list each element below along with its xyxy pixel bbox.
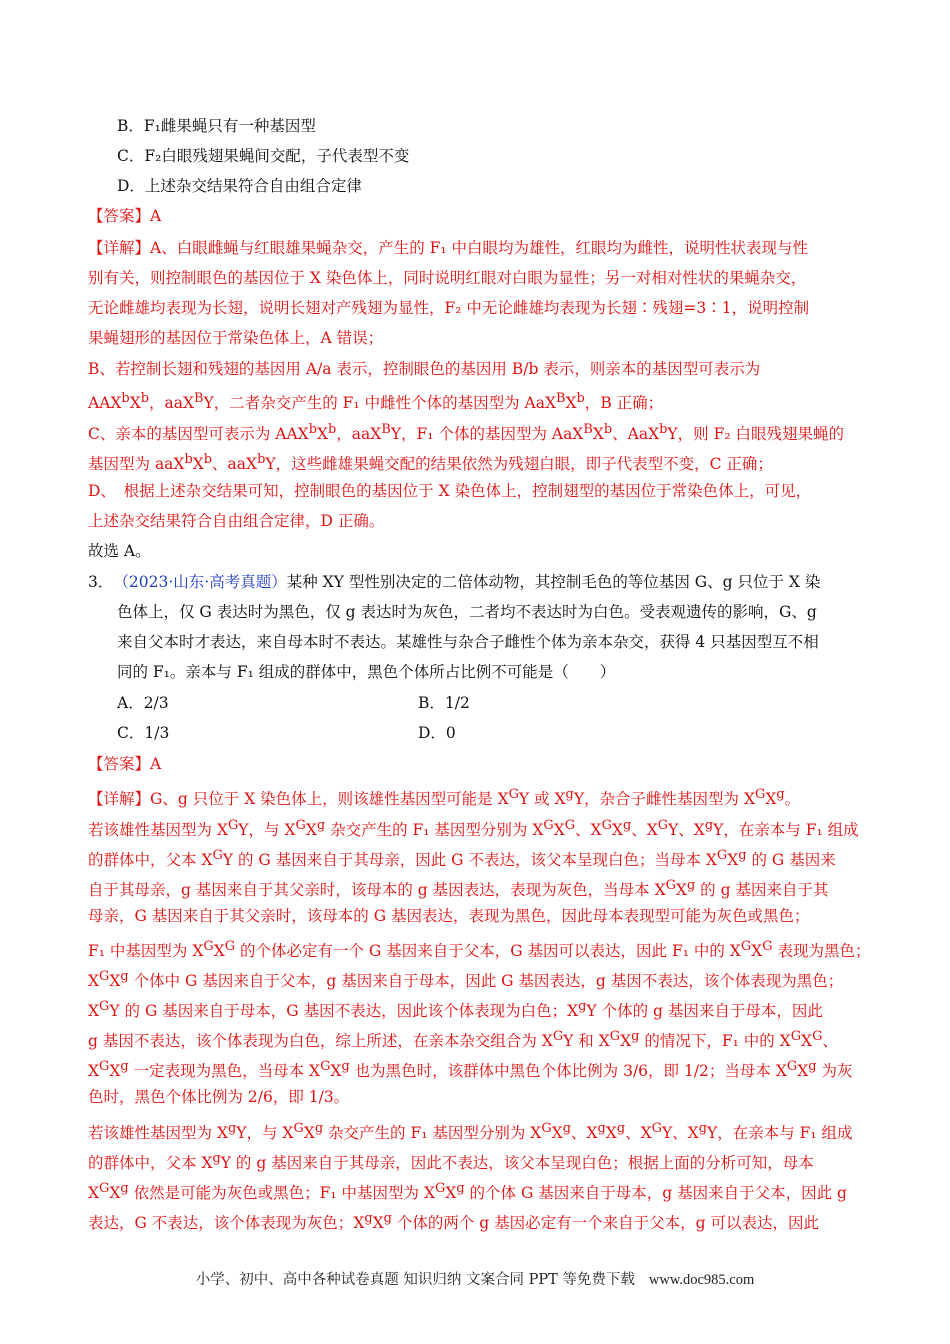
question-stem-line: 来自父本时才表达，来自母本时不表达。某雄性与杂合子雌性个体为亲本杂交，获得 4 只基因型互不相 — [117, 633, 819, 651]
explain-line: 若该雄性基因型为 $X^gY$，与 $X^GX^g$ 杂交产生的 F₁ 基因型分别为 $X^GX^g$、$X^gX^g$、$X^GY$、$X^gY$，在亲本与 F₁ 组成 — [88, 1121, 853, 1143]
explain-line: $X^GY$ 的 G 基因来自于母本，G 基因不表达，因此该个体表现为白色；$X^gY$ 个体的 g 基因来自于母本，因此 — [88, 999, 823, 1021]
answer-prev: 【答案】A — [88, 207, 162, 225]
explain-line: 色时，黑色个体比例为 2/6，即 1/3。 — [88, 1088, 350, 1106]
explain-line: 的群体中，父本 $X^gY$ 的 g 基因来自于其母亲，因此不表达，该父本呈现白色；根据上面的分析可知，母本 — [88, 1151, 814, 1173]
option-b-prev: B．F₁雌果蝇只有一种基因型 — [117, 117, 316, 135]
explain-line: $X^GX^g$ 一定表现为黑色，当母本 $X^GX^g$ 也为黑色时，该群体中黑色个体比例为 3/6，即 1/2；当母本 $X^GX^g$ 为灰 — [88, 1059, 853, 1081]
option-c: C．1/3 — [117, 724, 170, 742]
explain-line: 若该雄性基因型为 $X^GY$，与 $X^GX^g$ 杂交产生的 F₁ 基因型分别为 $X^GX^G$、$X^GX^g$、$X^GY$、$X^gY$，在亲本与 F₁ 组成 — [88, 818, 859, 840]
footer-url[interactable]: www.doc985.com — [648, 1272, 755, 1288]
explain-line: F₁ 中基因型为 $X^GX^G$ 的个体必定有一个 G 基因来自于父本，G 基因可以表达，因此 F₁ 中的 $X^GX^G$ 表现为黑色； — [88, 939, 871, 961]
genotype-line: 基因型为 $aaX^bX^b$、aaX$^b$Y，这些雌雄果蝇交配的结果依然为残翅白眼，即子代表型不变，C 正确； — [88, 452, 773, 474]
explain-line: 无论雌雄均表现为长翅，说明长翅对产残翅为显性，F₂ 中无论雌雄均表现为长翅∶残翅=3∶1，说明控制 — [88, 299, 810, 317]
explain-line: 上述杂交结果符合自由组合定律，D 正确。 — [88, 512, 385, 530]
option-a: A．2/3 — [117, 694, 169, 712]
question-3-stem: 3． （2023·山东·高考真题）某种 XY 型性别决定的二倍体动物，其控制毛色的等位基因 G、g 只位于 X 染 — [88, 573, 821, 591]
explain-line: D、 根据上述杂交结果可知，控制眼色的基因位于 X 染色体上，控制翅型的基因位于常染色体上，可见， — [88, 482, 812, 500]
explain-line: 果蝇翅形的基因位于常染色体上，A 错误； — [88, 329, 384, 347]
explain-line: 自于其母亲，g 基因来自于其父亲时，该母本的 g 基因表达，表现为灰色，当母本 $X^GX^g$ 的 g 基因来自于其 — [88, 878, 829, 900]
explain-line: 的群体中，父本 $X^GY$ 的 G 基因来自于其母亲，因此 G 不表达，该父本呈现白色；当母本 $X^GX^g$ 的 G 基因来 — [88, 848, 836, 870]
option-d-prev: D．上述杂交结果符合自由组合定律 — [117, 177, 362, 195]
explain-line: 【详解】A、白眼雌蝇与红眼雄果蝇杂交，产生的 F₁ 中白眼均为雄性，红眼均为雌性，说明性状表现与性 — [88, 239, 809, 257]
conclusion: 故选 A。 — [88, 542, 151, 560]
genotype-line: C、亲本的基因型可表示为 $AAX^bX^b$，aaX$^B$Y，F₁ 个体的基因型为 $AaX^BX^b$、AaX$^b$Y，则 F₂ 白眼残翅果蝇的 — [88, 422, 844, 444]
question-stem-line: 色体上，仅 G 表达时为黑色，仅 g 表达时为灰色，二者均不表达时为白色。受表观遗传的影响，G、g — [117, 603, 817, 621]
explain-line: $X^GX^g$ 依然是可能为灰色或黑色；F₁ 中基因型为 $X^GX^g$ 的个体 G 基因来自于母本，g 基因来自于父本，因此 g — [88, 1181, 847, 1203]
answer: 【答案】A — [88, 755, 162, 773]
explain-line: g 基因不表达，该个体表现为白色，综上所述，在亲本杂交组合为 $X^GY$ 和 $X^GX^g$ 的情况下，F₁ 中的 $X^GX^G$、 — [88, 1029, 838, 1051]
explain-line: 【详解】G、g 只位于 X 染色体上，则该雄性基因型可能是 $X^GY$ 或 $X^gY$，杂合子雌性基因型为 $X^GX^g$。 — [88, 787, 801, 809]
option-c-prev: C．F₂白眼残翅果蝇间交配，子代表型不变 — [117, 147, 410, 165]
explain-line: 别有关，则控制眼色的基因位于 X 染色体上，同时说明红眼对白眼为显性；另一对相对性状的果蝇杂交， — [88, 269, 807, 287]
genotype-line: $AAX^bX^b$，aaX$^B$Y，二者杂交产生的 F₁ 中雌性个体的基因型为 $AaX^BX^b$，B 正确； — [88, 391, 664, 413]
explain-line: $X^GX^g$ 个体中 G 基因来自于父本，g 基因来自于母本，因此 G 基因表达，g 基因不表达，该个体表现为黑色； — [88, 969, 844, 991]
option-b: B．1/2 — [418, 694, 470, 712]
explain-line: B、若控制长翅和残翅的基因用 A/a 表示，控制眼色的基因用 B/b 表示，则亲本的基因型可表示为 — [88, 360, 761, 378]
page-footer — [0, 1268, 950, 1289]
option-d: D．0 — [418, 724, 456, 742]
explain-line: 母亲，G 基因来自于其父亲时，该母本的 G 基因表达，表现为黑色，因此母本表现型可能为灰色或黑色； — [88, 907, 810, 925]
explain-line: 表达，G 不表达，该个体表现为灰色；$X^gX^g$ 个体的两个 g 基因必定有一个来自于父本，g 可以表达，因此 — [88, 1211, 820, 1233]
footer-text: 小学、初中、高中各种试卷真题 知识归纳 文案合同 PPT 等免费下载 — [195, 1272, 635, 1288]
question-stem-line: 同的 F₁。亲本与 F₁ 组成的群体中，黑色个体所占比例不可能是（ ） — [117, 663, 616, 681]
